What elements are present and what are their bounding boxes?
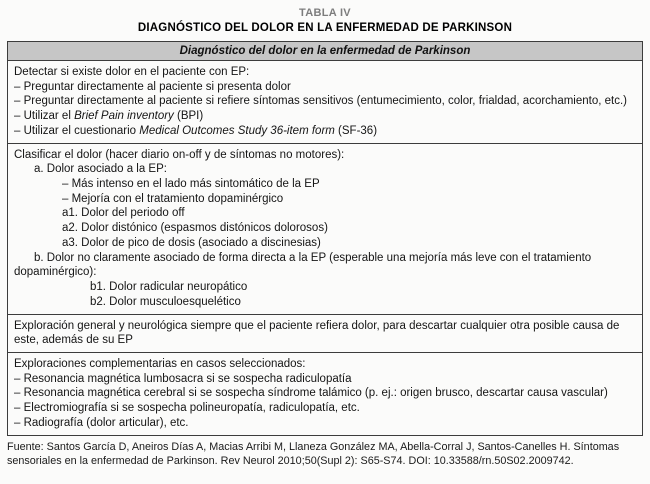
list-item: – Más intenso en el lado más sintomático de la EP bbox=[62, 178, 320, 191]
table-header-row bbox=[8, 42, 643, 61]
text-segment: (SF-36) bbox=[334, 124, 378, 137]
section-title-line: Clasificar el dolor (hacer diario on-off y de síntomas no motores): bbox=[14, 148, 345, 161]
italic-text: Medical Outcomes Study 36-item form bbox=[139, 124, 335, 137]
section-text: Exploración general y neurológica siempre que el paciente refiera dolor, para descartar cualquier otra posible causa de este, además de su EP bbox=[14, 319, 620, 347]
table-body bbox=[8, 61, 643, 436]
italic-text: Brief Pain inventory bbox=[74, 110, 174, 123]
table-row-exploration bbox=[8, 314, 643, 352]
list-item: b1. Dolor radicular neuropático bbox=[90, 281, 248, 294]
table-row-complementary bbox=[8, 352, 643, 435]
classification-cell bbox=[8, 143, 643, 314]
table-header-cell: Diagnóstico del dolor en la enfermedad de Parkinson bbox=[8, 42, 643, 61]
table-head bbox=[8, 42, 643, 61]
table-number-label: TABLA IV bbox=[299, 7, 351, 19]
list-item: – Mejoría con el tratamiento dopaminérgico bbox=[62, 192, 284, 205]
list-item: – Electromiografía si se sospecha polineuropatía, radiculopatía, etc. bbox=[14, 402, 360, 415]
list-item bbox=[14, 109, 636, 124]
list-item: – Resonancia magnética cerebral si se sospecha síndrome talámico (p. ej.: origen brusco, descartar causa vascular) bbox=[14, 387, 608, 400]
source-citation: Fuente: Santos García D, Aneiros Días A, Macias Arribi M, Llaneza González MA, Abella-Corral J, Santos-Canelles H. Síntomas sensoriales en la enfermedad de Parkinson. Rev Neurol 2010;50(Supl 2): S65-S74. DOI: 10.33588/rn.50S02.2009742. bbox=[7, 440, 620, 467]
list-item: a3. Dolor de pico de dosis (asociado a discinesias) bbox=[62, 236, 321, 249]
list-item: – Radiografía (dolor articular), etc. bbox=[14, 416, 189, 429]
diagnosis-table bbox=[7, 41, 643, 436]
list-item: – Preguntar directamente al paciente si presenta dolor bbox=[14, 80, 291, 93]
table-row-detection bbox=[8, 61, 643, 144]
section-title-line: Exploraciones complementarias en casos seleccionados: bbox=[14, 357, 306, 370]
text-segment: (BPI) bbox=[173, 110, 204, 123]
complementary-cell bbox=[8, 352, 643, 435]
list-item: – Preguntar directamente al paciente si refiere síntomas sensitivos (entumecimiento, color, frialdad, acorchamiento, etc.) bbox=[14, 95, 627, 108]
page-title: DIAGNÓSTICO DEL DOLOR EN LA ENFERMEDAD DE PARKINSON bbox=[137, 22, 513, 34]
section-title-line: Detectar si existe dolor en el paciente con EP: bbox=[14, 66, 250, 78]
list-item: b. Dolor no claramente asociado de forma directa a la EP (esperable una mejoría más leve con el tratamiento dopaminérgico): bbox=[14, 251, 592, 279]
list-item bbox=[14, 124, 636, 139]
text-segment: – Utilizar el cuestionario bbox=[14, 124, 140, 137]
list-item: a. Dolor asociado a la EP: bbox=[34, 163, 167, 176]
text-segment: – Utilizar el bbox=[14, 110, 75, 123]
list-item: b2. Dolor musculoesquelético bbox=[90, 295, 241, 308]
list-item: – Resonancia magnética lumbosacra si se sospecha radiculopatía bbox=[14, 372, 352, 385]
table-row-classification bbox=[8, 143, 643, 314]
list-item: a1. Dolor del periodo off bbox=[62, 207, 185, 220]
list-item: a2. Dolor distónico (espasmos distónicos dolorosos) bbox=[62, 222, 328, 235]
detection-cell bbox=[8, 61, 643, 144]
exploration-cell bbox=[8, 314, 643, 352]
